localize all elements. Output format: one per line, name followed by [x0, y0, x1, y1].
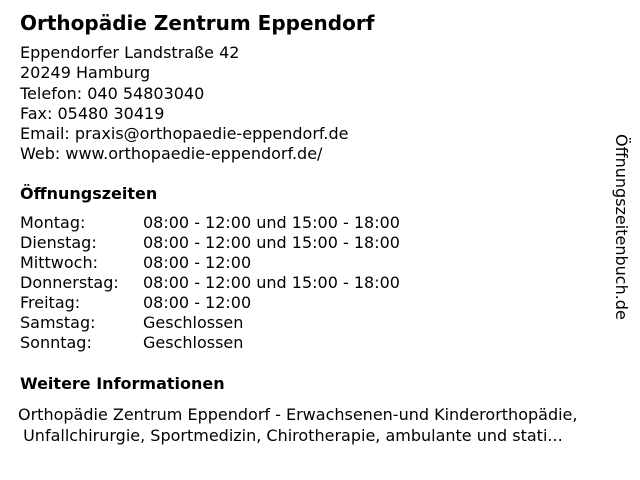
address-street: Eppendorfer Landstraße 42 — [20, 43, 240, 62]
hours-time: Geschlossen — [143, 333, 244, 352]
hours-day: Sonntag: — [20, 333, 92, 352]
hours-time: 08:00 - 12:00 — [143, 253, 252, 272]
hours-time: Geschlossen — [143, 313, 244, 332]
hours-time: 08:00 - 12:00 und 15:00 - 18:00 — [143, 213, 400, 232]
opening-hours-heading: Öffnungszeiten — [20, 184, 158, 203]
hours-day: Samstag: — [20, 313, 96, 332]
hours-day: Montag: — [20, 213, 86, 232]
email-address: Email: praxis@orthopaedie-eppendorf.de — [20, 124, 349, 144]
website-address: Web: www.orthopaedie-eppendorf.de/ — [20, 144, 323, 164]
hours-time: 08:00 - 12:00 und 15:00 - 18:00 — [143, 233, 400, 252]
address-city: 20249 Hamburg — [20, 63, 151, 83]
hours-day: Dienstag: — [20, 233, 97, 252]
hours-time: 08:00 - 12:00 — [143, 293, 252, 312]
watermark-label: Öffnungszeitenbuch.de — [612, 134, 631, 320]
more-info-heading: Weitere Informationen — [20, 374, 225, 393]
fax-number: Fax: 05480 30419 — [20, 103, 165, 123]
hours-day: Mittwoch: — [20, 253, 98, 272]
hours-day: Donnerstag: — [20, 273, 119, 292]
hours-time: 08:00 - 12:00 und 15:00 - 18:00 — [143, 273, 400, 292]
more-info-text — [18, 404, 633, 446]
hours-day: Freitag: — [20, 293, 81, 312]
more-info-line: Orthopädie Zentrum Eppendorf - Erwachsenen-und Kinderorthopädie, — [18, 405, 578, 424]
page-title: Orthopädie Zentrum Eppendorf — [20, 11, 375, 35]
phone-number: Telefon: 040 54803040 — [20, 83, 205, 103]
more-info-line: Unfallchirurgie, Sportmedizin, Chirotherapie, ambulante und stati... — [18, 426, 563, 445]
contact-block — [20, 43, 348, 165]
